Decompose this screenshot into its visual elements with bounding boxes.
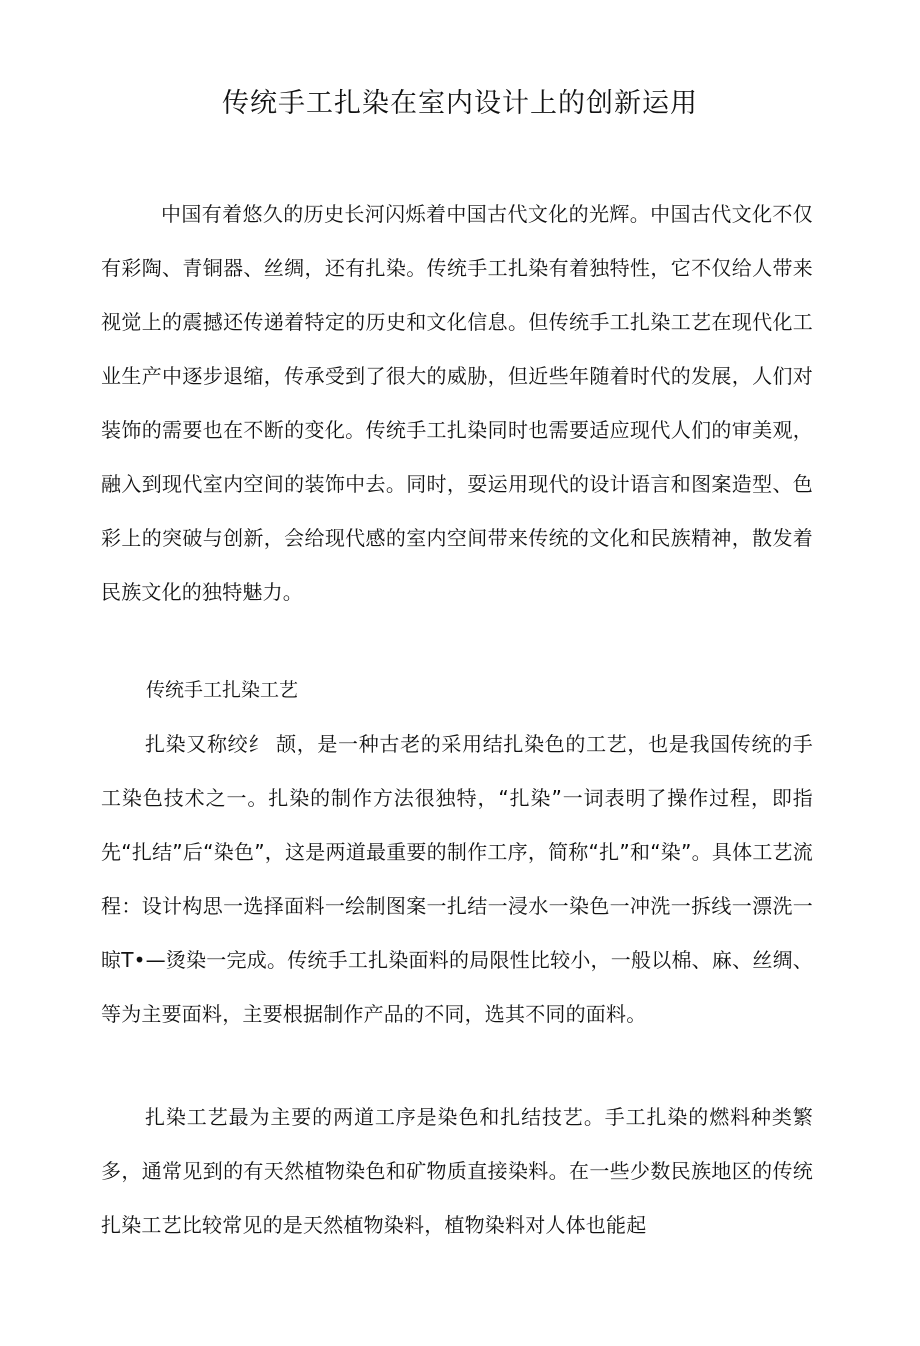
document-title: 传统手工扎染在室内设计上的创新运用 xyxy=(222,88,698,119)
intro-paragraph: 中国有着悠久的历史长河闪烁着中国古代文化的光辉。中国古代文化不仅有彩陶、青铜器、丝绸，还有扎染。传统手工扎染有着独特性，它不仅给人带来视觉上的震撼还传递着特定的历史和文化信息。但传统手工扎染工艺在现代化工业生产中逐步退缩，传承受到了很大的威胁，但近些年随着时代的发展，人们对装饰的需要也在不断的变化。传统手工扎染同时也需要适应现代人们的审美观，融入到现代室内空间的装饰中去。同时，耍运用现代的设计语言和图案造型、色彩上的突破与创新，会给现代感的室内空间带来传统的文化和民族精神，散发着民族文化的独特魅力。 xyxy=(101,202,813,604)
section-heading: 传统手工扎染工艺 xyxy=(146,679,299,701)
section-paragraph-2: 扎染工艺最为主要的两道工序是染色和扎结技艺。手工扎染的燃料种类繁多，通常见到的有天然植物染色和矿物质直接染料。在一些少数民族地区的传统扎染工艺比较常见的是天然植物染料，植物染料对人体也能起 xyxy=(101,1105,813,1237)
section-paragraph-1: 扎染又称绞纟 颉，是一种古老的采用结扎染色的工艺，也是我国传统的手工染色技术之一。扎染的制作方法很独特，“扎染”一词表明了操作过程，即指先“扎结”后“染色”，这是两道最重要的制作工序，简称“扎”和“染”。具体工艺流程：设计构思一选择面料一绘制图案一扎结一浸水一染色一冲洗一拆线一漂洗一晾T•—烫染一完成。传统手工扎染面料的局限性比较小，一般以棉、麻、丝绸、等为主要面料，主要根据制作产品的不同，选其不同的面料。 xyxy=(101,732,813,1026)
